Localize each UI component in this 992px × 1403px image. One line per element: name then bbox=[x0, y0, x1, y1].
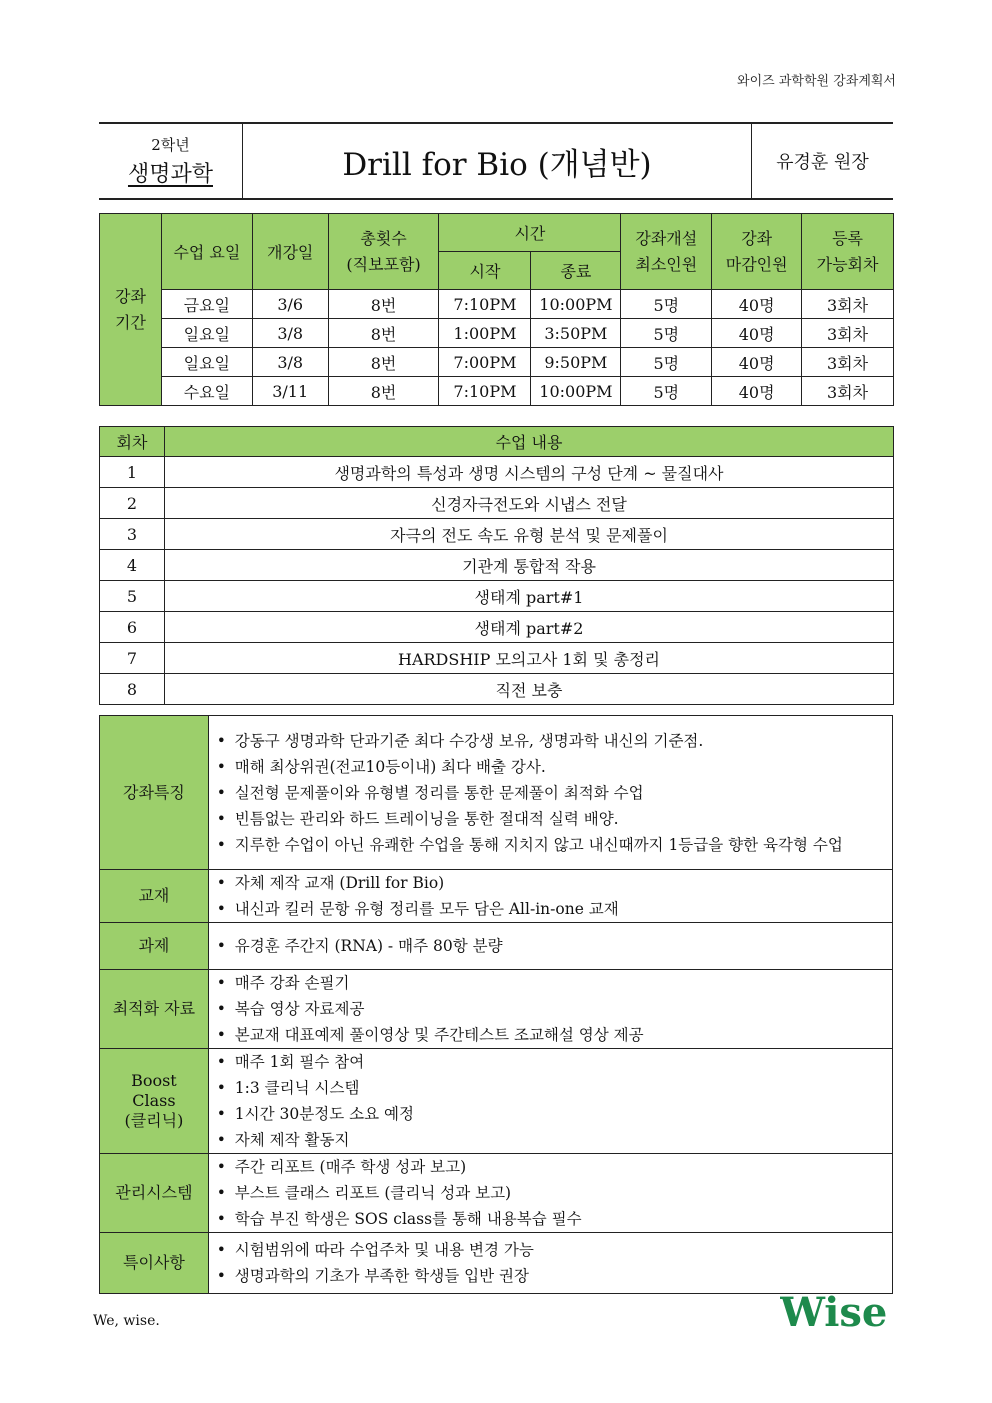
header-register: 등록 가능회차 bbox=[802, 214, 894, 290]
wise-logo bbox=[780, 1290, 896, 1334]
detail-row-boost-class bbox=[100, 1049, 893, 1154]
detail-item: 실전형 문제풀이와 유형별 정리를 통한 문제풀이 최적화 수업 bbox=[234, 783, 644, 802]
bullet-icon: • bbox=[216, 937, 226, 955]
schedule-row bbox=[100, 348, 894, 377]
session-no: 1 bbox=[100, 457, 165, 488]
row-day: 일요일 bbox=[161, 348, 252, 377]
course-header bbox=[99, 122, 893, 200]
row-min: 5명 bbox=[621, 290, 712, 319]
session-content: 신경자극전도와 시냅스 전달 bbox=[165, 488, 894, 519]
header-time-start: 시작 bbox=[439, 252, 531, 290]
bullet-icon: • bbox=[216, 809, 226, 828]
row-register: 3회차 bbox=[802, 319, 894, 348]
bullet-icon: • bbox=[216, 1000, 226, 1018]
session-row bbox=[100, 612, 894, 643]
bullet-icon: • bbox=[216, 731, 226, 750]
header-time: 시간 bbox=[439, 214, 621, 252]
detail-label: 최적화 자료 bbox=[100, 970, 209, 1049]
session-content: 생태계 part#1 bbox=[165, 581, 894, 612]
bullet-icon: • bbox=[216, 1026, 226, 1044]
bullet-icon: • bbox=[216, 1158, 226, 1176]
detail-item: 지루한 수업이 아닌 유쾌한 수업을 통해 지치지 않고 내신때까지 1등급을 향한 육각형 수업 bbox=[234, 835, 843, 854]
detail-item: 학습 부진 학생은 SOS class를 통해 내용복습 필수 bbox=[234, 1210, 582, 1228]
sessions-table bbox=[99, 426, 894, 705]
subject-label: 생명과학 bbox=[127, 162, 213, 187]
row-date: 3/8 bbox=[252, 319, 328, 348]
row-register: 3회차 bbox=[802, 290, 894, 319]
detail-label: 특이사항 bbox=[100, 1233, 209, 1294]
detail-item: 매주 1회 필수 참여 bbox=[234, 1053, 365, 1071]
bullet-icon: • bbox=[216, 757, 226, 776]
row-min: 5명 bbox=[621, 319, 712, 348]
header-min-enroll: 강좌개설 최소인원 bbox=[621, 214, 712, 290]
row-end: 10:00PM bbox=[531, 290, 621, 319]
subject-cell bbox=[99, 124, 243, 198]
document-label: 와이즈 과학학원 강좌계획서 bbox=[737, 74, 896, 89]
bullet-icon: • bbox=[216, 1267, 226, 1285]
row-min: 5명 bbox=[621, 348, 712, 377]
session-row bbox=[100, 581, 894, 612]
header-total-sessions bbox=[328, 214, 439, 290]
detail-row-materials bbox=[100, 970, 893, 1049]
row-count: 8번 bbox=[328, 290, 439, 319]
header-max-enroll: 강좌 마감인원 bbox=[712, 214, 802, 290]
bullet-icon: • bbox=[216, 783, 226, 802]
bullet-icon: • bbox=[216, 1131, 226, 1149]
detail-content bbox=[208, 870, 892, 923]
row-day: 금요일 bbox=[161, 290, 252, 319]
session-no: 6 bbox=[100, 612, 165, 643]
detail-label: 관리시스템 bbox=[100, 1154, 209, 1233]
detail-row-homework bbox=[100, 923, 893, 970]
session-no: 2 bbox=[100, 488, 165, 519]
session-row bbox=[100, 519, 894, 550]
detail-item: 빈틈없는 관리와 하드 트레이닝을 통한 절대적 실력 배양. bbox=[234, 809, 619, 828]
detail-label: 강좌특징 bbox=[100, 716, 209, 870]
row-register: 3회차 bbox=[802, 377, 894, 406]
bullet-icon: • bbox=[216, 900, 226, 918]
footer-slogan: We, wise. bbox=[93, 1313, 160, 1329]
schedule-row bbox=[100, 290, 894, 319]
session-row bbox=[100, 488, 894, 519]
detail-row-management bbox=[100, 1154, 893, 1233]
row-date: 3/8 bbox=[252, 348, 328, 377]
session-no: 8 bbox=[100, 674, 165, 705]
detail-content bbox=[208, 923, 892, 970]
bullet-icon: • bbox=[216, 874, 226, 892]
detail-item: 자체 제작 활동지 bbox=[234, 1131, 350, 1149]
detail-item: 매해 최상위권(전교10등이내) 최다 배출 강사. bbox=[234, 757, 546, 776]
session-no: 4 bbox=[100, 550, 165, 581]
detail-content bbox=[208, 1049, 892, 1154]
row-day: 수요일 bbox=[161, 377, 252, 406]
session-row bbox=[100, 550, 894, 581]
row-count: 8번 bbox=[328, 348, 439, 377]
session-content: 자극의 전도 속도 유형 분석 및 문제풀이 bbox=[165, 519, 894, 550]
detail-item: 내신과 킬러 문항 유형 정리를 모두 담은 All-in-one 교재 bbox=[234, 900, 619, 918]
row-min: 5명 bbox=[621, 377, 712, 406]
row-date: 3/11 bbox=[252, 377, 328, 406]
session-row bbox=[100, 457, 894, 488]
row-start: 7:10PM bbox=[439, 377, 531, 406]
header-total-sessions-label: 총횟수 bbox=[360, 228, 407, 248]
detail-label: 과제 bbox=[100, 923, 209, 970]
bullet-icon: • bbox=[216, 1184, 226, 1202]
header-total-sessions-sub: (직보포함) bbox=[346, 254, 421, 274]
detail-item: 시험범위에 따라 수업주차 및 내용 변경 가능 bbox=[234, 1241, 534, 1259]
detail-item: 강동구 생명과학 단과기준 최다 수강생 보유, 생명과학 내신의 기준점. bbox=[234, 731, 704, 750]
session-row bbox=[100, 674, 894, 705]
detail-row-notes bbox=[100, 1233, 893, 1294]
schedule-row bbox=[100, 377, 894, 406]
sessions-header-no: 회차 bbox=[100, 427, 165, 457]
detail-label: 교재 bbox=[100, 870, 209, 923]
detail-item: 유경훈 주간지 (RNA) - 매주 80항 분량 bbox=[234, 937, 503, 955]
detail-content bbox=[208, 1154, 892, 1233]
bullet-icon: • bbox=[216, 835, 226, 854]
course-title: Drill for Bio (개념반) bbox=[243, 124, 752, 198]
row-count: 8번 bbox=[328, 319, 439, 348]
bullet-icon: • bbox=[216, 1241, 226, 1259]
detail-content bbox=[208, 1233, 892, 1294]
row-date: 3/6 bbox=[252, 290, 328, 319]
detail-row-textbook bbox=[100, 870, 893, 923]
row-end: 10:00PM bbox=[531, 377, 621, 406]
detail-item: 자체 제작 교재 (Drill for Bio) bbox=[234, 874, 445, 892]
row-start: 1:00PM bbox=[439, 319, 531, 348]
session-row bbox=[100, 643, 894, 674]
detail-content bbox=[208, 716, 892, 870]
bullet-icon: • bbox=[216, 1210, 226, 1228]
session-no: 3 bbox=[100, 519, 165, 550]
row-max: 40명 bbox=[712, 348, 802, 377]
session-no: 7 bbox=[100, 643, 165, 674]
wise-logo-text: Wise bbox=[780, 1290, 888, 1334]
bullet-icon: • bbox=[216, 1079, 226, 1097]
detail-item: 생명과학의 기초가 부족한 학생들 입반 권장 bbox=[234, 1267, 529, 1285]
schedule-row bbox=[100, 319, 894, 348]
detail-item: 주간 리포트 (매주 학생 성과 보고) bbox=[234, 1158, 467, 1176]
row-count: 8번 bbox=[328, 377, 439, 406]
detail-content bbox=[208, 970, 892, 1049]
bullet-icon: • bbox=[216, 1053, 226, 1071]
row-end: 9:50PM bbox=[531, 348, 621, 377]
schedule-section-label: 강좌 기간 bbox=[100, 214, 162, 406]
detail-item: 부스트 클래스 리포트 (클리닉 성과 보고) bbox=[234, 1184, 512, 1202]
row-day: 일요일 bbox=[161, 319, 252, 348]
grade-label: 2학년 bbox=[151, 136, 190, 154]
session-content: 생태계 part#2 bbox=[165, 612, 894, 643]
row-start: 7:00PM bbox=[439, 348, 531, 377]
detail-item: 본교재 대표예제 풀이영상 및 주간테스트 조교해설 영상 제공 bbox=[234, 1026, 644, 1044]
details-table bbox=[99, 715, 893, 1294]
row-start: 7:10PM bbox=[439, 290, 531, 319]
session-content: 생명과학의 특성과 생명 시스템의 구성 단계 ~ 물질대사 bbox=[165, 457, 894, 488]
instructor-name: 유경훈 원장 bbox=[776, 152, 869, 173]
sessions-header-content: 수업 내용 bbox=[165, 427, 894, 457]
row-max: 40명 bbox=[712, 319, 802, 348]
detail-label: Boost Class (클리닉) bbox=[100, 1049, 209, 1154]
header-time-end: 종료 bbox=[531, 252, 621, 290]
row-max: 40명 bbox=[712, 377, 802, 406]
session-content: HARDSHIP 모의고사 1회 및 총정리 bbox=[165, 643, 894, 674]
session-content: 기관계 통합적 작용 bbox=[165, 550, 894, 581]
detail-item: 매주 강좌 손필기 bbox=[234, 974, 350, 992]
detail-item: 1시간 30분정도 소요 예정 bbox=[234, 1105, 414, 1123]
session-no: 5 bbox=[100, 581, 165, 612]
detail-item: 복습 영상 자료제공 bbox=[234, 1000, 365, 1018]
detail-row-features bbox=[100, 716, 893, 870]
schedule-table bbox=[99, 213, 894, 406]
detail-item: 1:3 클리닉 시스템 bbox=[234, 1079, 360, 1097]
header-day: 수업 요일 bbox=[161, 214, 252, 290]
header-start-date: 개강일 bbox=[252, 214, 328, 290]
row-register: 3회차 bbox=[802, 348, 894, 377]
session-content: 직전 보충 bbox=[165, 674, 894, 705]
row-max: 40명 bbox=[712, 290, 802, 319]
row-end: 3:50PM bbox=[531, 319, 621, 348]
bullet-icon: • bbox=[216, 974, 226, 992]
bullet-icon: • bbox=[216, 1105, 226, 1123]
